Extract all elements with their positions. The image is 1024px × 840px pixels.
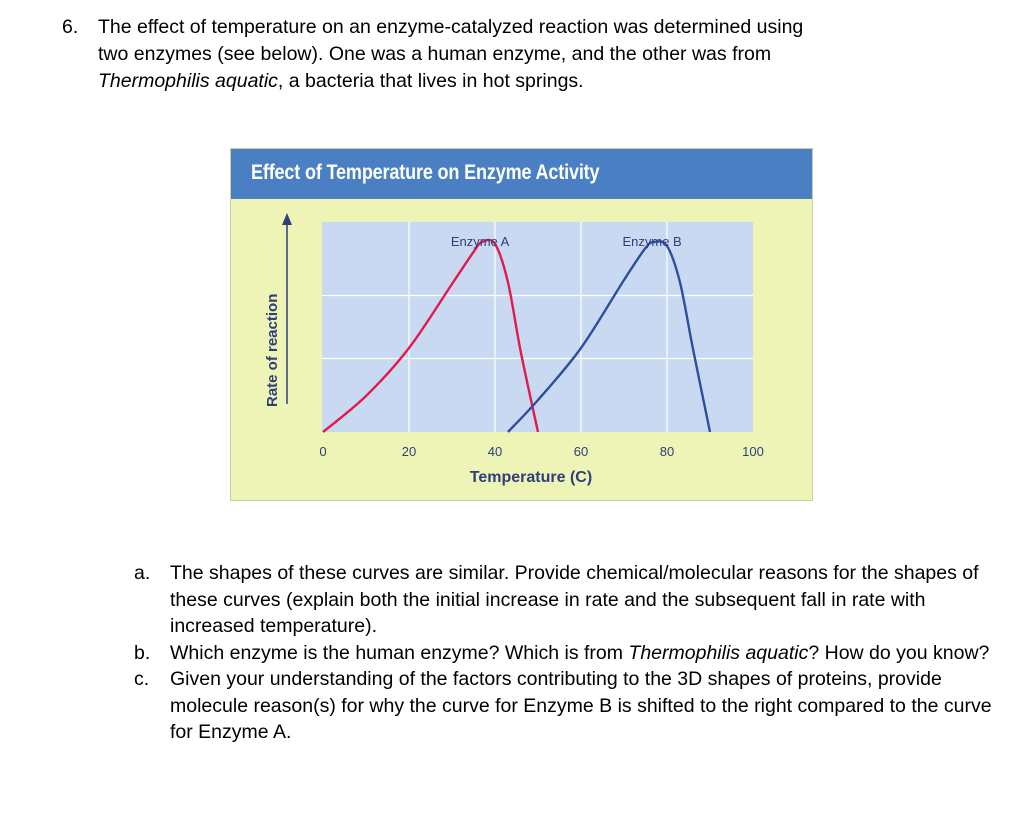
subquestion-c [134,666,994,746]
y-axis-label: Rate of reaction [264,293,281,407]
x-tick-label: 40 [487,444,503,459]
subquestions [134,560,994,746]
subquestion-text: Given your understanding of the factors contributing to the 3D shapes of proteins, provide molecule reason(s) for why the curve for Enzyme B is shifted to the right compared to the curve for Enzyme A. [170,668,992,743]
x-tick-label: 100 [742,444,764,459]
enzyme-activity-figure [230,148,813,501]
subquestion-text-end: ? How do you know? [808,641,990,664]
organism-name: Thermophilis aquatic [628,641,809,664]
question-line-3-rest: , a bacteria that lives in hot springs. [277,70,584,92]
question-number: 6. [62,16,79,38]
question-line-2: two enzymes (see below). One was a human enzyme, and the other was from [98,43,772,65]
enzyme-activity-chart [231,149,814,502]
x-tick-label: 0 [319,444,327,459]
question-text [98,14,978,95]
subquestion-text: The shapes of these curves are similar. Provide chemical/molecular reasons for the shapes of these curves (explain both the initial increase in rate and the subsequent fall in rate with increased temperature). [170,562,979,637]
organism-name: Thermophilis aquatic [98,70,278,92]
y-axis-arrow-head [282,213,292,225]
x-tick-label: 20 [401,444,417,459]
x-axis-label: Temperature (​C) [469,469,593,486]
subquestion-b [134,640,994,667]
subquestion-letter: a. [134,562,151,584]
series-label: Enzyme B [622,234,682,249]
question-line-1: The effect of temperature on an enzyme-catalyzed reaction was determined using [98,16,804,38]
subquestion-letter: c. [134,668,150,690]
figure-title: Effect of Temperature on Enzyme Activity [251,161,600,184]
subquestion-a [134,560,994,640]
x-tick-label: 80 [659,444,675,459]
subquestion-text: Which enzyme is the human enzyme? Which is from [170,641,629,664]
x-tick-label: 60 [573,444,589,459]
series-label: Enzyme A [450,234,510,249]
subquestion-letter: b. [134,641,151,664]
question-line-3 [98,68,978,95]
